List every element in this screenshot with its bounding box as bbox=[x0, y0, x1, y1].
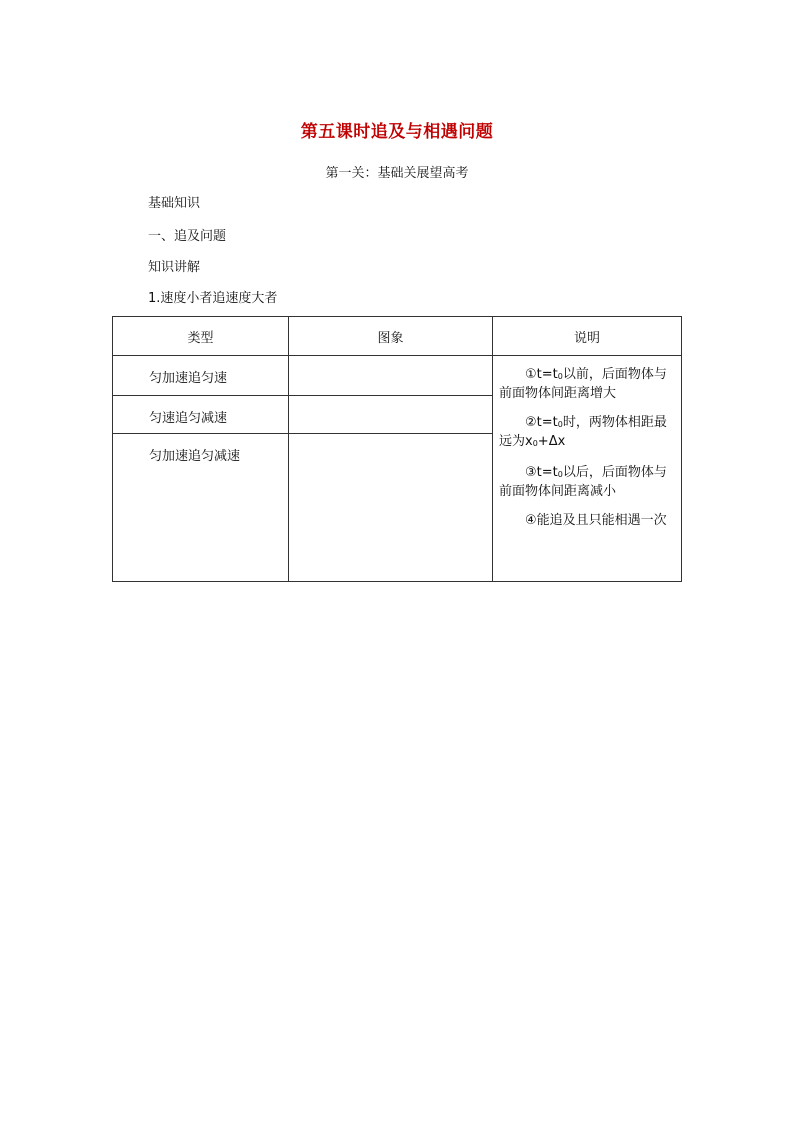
type-label: 匀加速追匀减速 bbox=[149, 449, 241, 464]
lecture-heading: 知识讲解 bbox=[148, 260, 201, 275]
note-text: 以后，后面物体与前面物体间距离减小 bbox=[499, 465, 667, 499]
header-type: 类型 bbox=[113, 317, 289, 356]
note-text: 时，两物体相距最远为x bbox=[499, 415, 667, 449]
note-item bbox=[499, 414, 677, 452]
image-cell bbox=[289, 396, 493, 434]
note-lead: t=t bbox=[536, 465, 558, 480]
type-cell bbox=[113, 434, 289, 582]
header-description: 说明 bbox=[493, 317, 682, 356]
note-text: 以前，后面物体与前面物体间距离增大 bbox=[499, 367, 667, 401]
note-tail: +Δx bbox=[537, 434, 566, 449]
note-subscript: 0 bbox=[557, 420, 563, 429]
note-item bbox=[499, 464, 677, 500]
note-subscript: 0 bbox=[532, 439, 538, 448]
type-cell bbox=[113, 396, 289, 434]
note-item bbox=[499, 512, 677, 529]
note-marker: ① bbox=[525, 367, 537, 382]
note-item bbox=[499, 366, 677, 402]
note-lead: t=t bbox=[536, 367, 558, 382]
page-title: 第五课时追及与相遇问题 bbox=[300, 122, 494, 142]
section-heading: 一、追及问题 bbox=[148, 229, 227, 244]
type-cell bbox=[113, 356, 289, 396]
type-label: 匀速追匀减速 bbox=[149, 411, 228, 426]
basic-knowledge-heading: 基础知识 bbox=[148, 196, 201, 211]
note-subscript: 0 bbox=[557, 470, 563, 479]
note-lead: t=t bbox=[536, 415, 558, 430]
note-marker: ② bbox=[525, 415, 537, 430]
note-text: 能追及且只能相遇一次 bbox=[536, 513, 667, 528]
table-header-row bbox=[113, 317, 682, 356]
item-heading: 1.速度小者追速度大者 bbox=[148, 291, 278, 306]
chase-table bbox=[112, 316, 682, 582]
table-row bbox=[113, 356, 682, 396]
header-image: 图象 bbox=[289, 317, 493, 356]
description-cell bbox=[493, 356, 682, 582]
note-marker: ③ bbox=[525, 465, 537, 480]
type-label: 匀加速追匀速 bbox=[149, 371, 228, 386]
page-subtitle: 第一关：基础关展望高考 bbox=[325, 166, 469, 181]
note-subscript: 0 bbox=[557, 372, 563, 381]
image-cell bbox=[289, 434, 493, 582]
note-marker: ④ bbox=[525, 513, 537, 528]
image-cell bbox=[289, 356, 493, 396]
